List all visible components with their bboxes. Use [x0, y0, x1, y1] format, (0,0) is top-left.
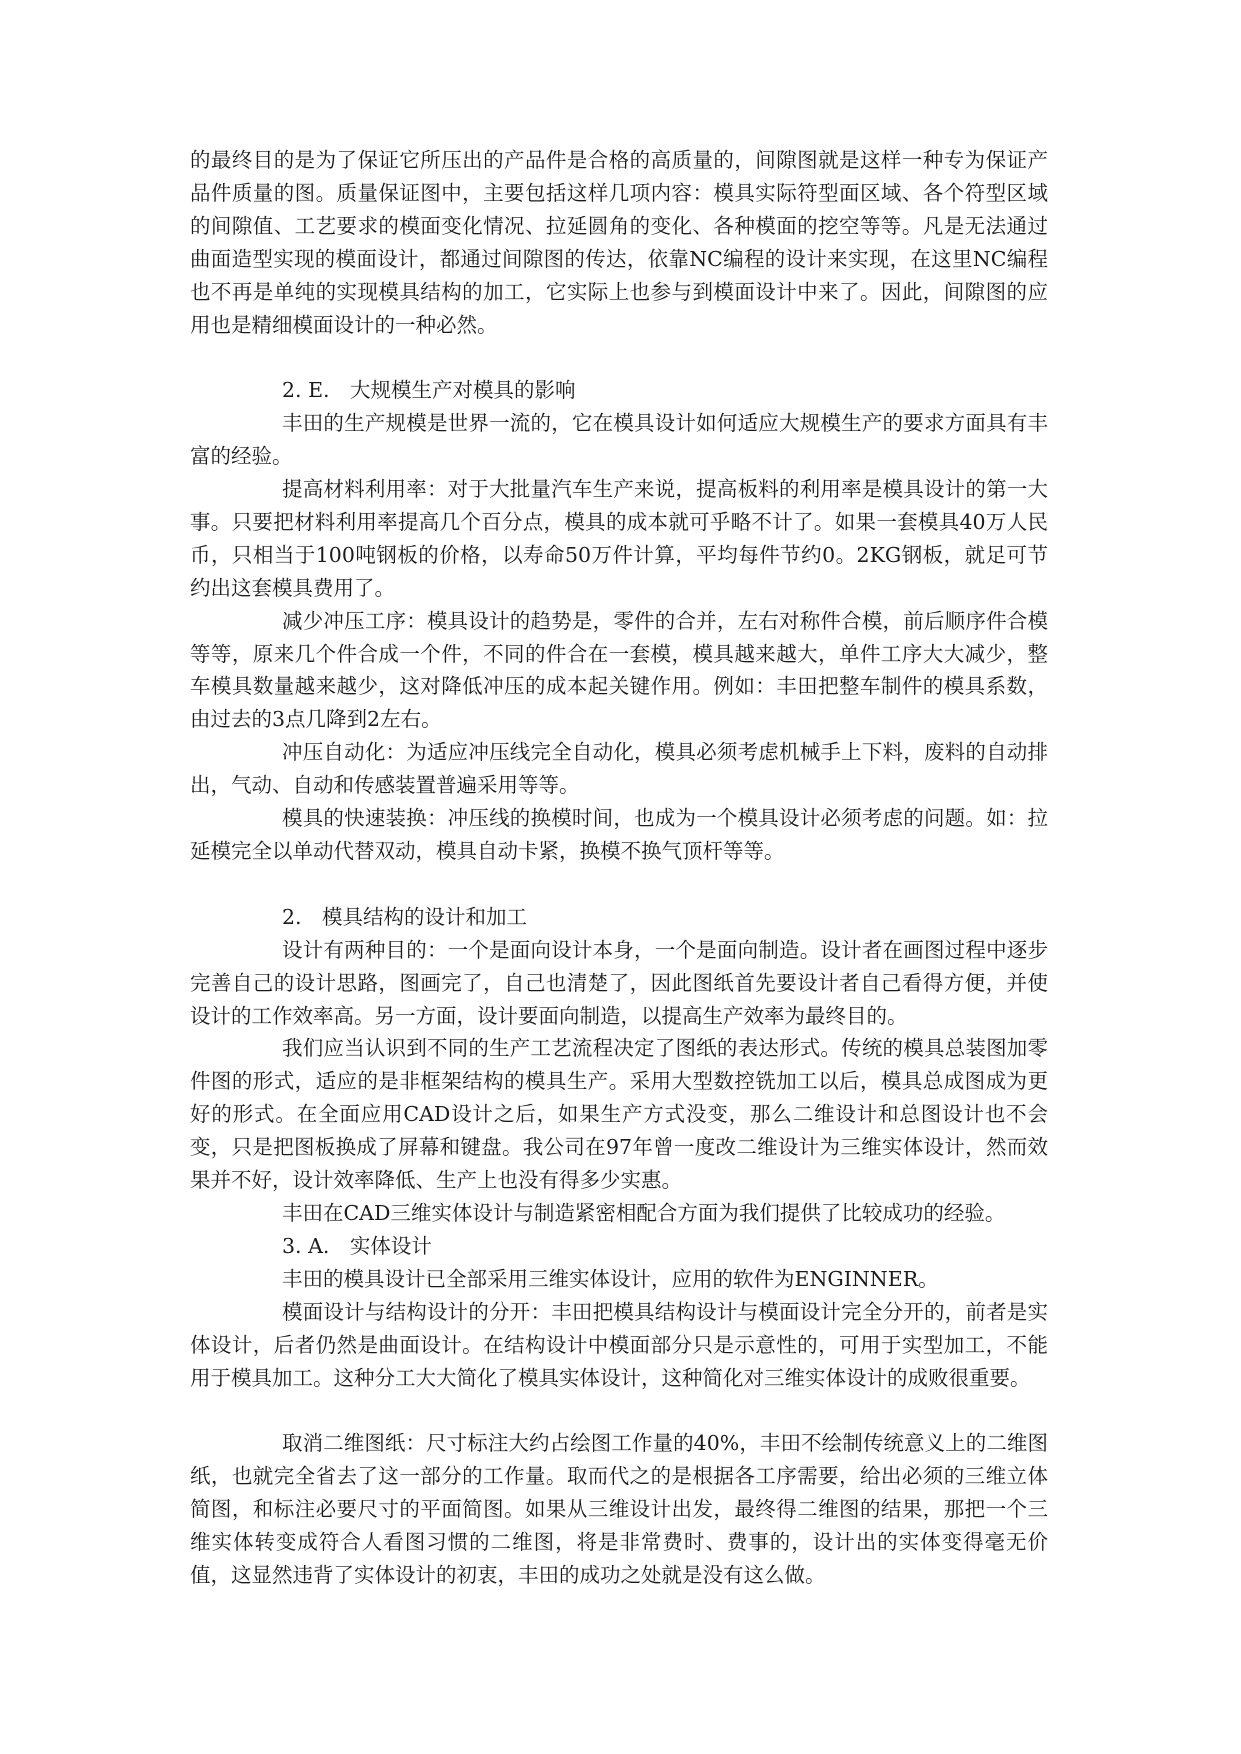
document-body: [190, 144, 1048, 1592]
section-heading: 2. 模具结构的设计和加工: [282, 904, 528, 929]
paragraph: 取消二维图纸：尺寸标注大约占绘图工作量的40%，丰田不绘制传统意义上的二维图纸，也就完全省去了这一部分的工作量。取而代之的是根据各工序需要，给出必须的三维立体简图，和标注必要尺寸的平面简图。如果从三维设计出发，最终得二维图的结果，那把一个三维实体转变成符合人看图习惯的二维图，将是非常费时、费事的，设计出的实体变得毫无价值，这显然违背了实体设计的初衷，丰田的成功之处就是没有这么做。: [190, 1431, 1048, 1587]
paragraph: 模具的快速装换：冲压线的换模时间，也成为一个模具设计必须考虑的问题。如：拉延模完全以单动代替双动，模具自动卡紧，换模不换气顶杆等等。: [190, 806, 1048, 864]
paragraph: 丰田在CAD三维实体设计与制造紧密相配合方面为我们提供了比较成功的经验。: [282, 1200, 1006, 1225]
paragraph: 丰田的模具设计已全部采用三维实体设计，应用的软件为ENGINNER。: [282, 1266, 939, 1291]
paragraph-gap: [190, 868, 1048, 901]
paragraph-gap: [190, 341, 1048, 374]
paragraph: 模面设计与结构设计的分开：丰田把模具结构设计与模面设计完全分开的，前者是实体设计，后者仍然是曲面设计。在结构设计中模面部分只是示意性的，可用于实型加工，不能用于模具加工。这种分工大大简化了模具实体设计，这种简化对三维实体设计的成败很重要。: [190, 1299, 1048, 1390]
section-heading: 3. A. 实体设计: [282, 1233, 432, 1258]
paragraph: 提高材料利用率：对于大批量汽车生产来说，提高板料的利用率是模具设计的第一大事。只要把材料利用率提高几个百分点，模具的成本就可乎略不计了。如果一套模具40万人民币，只相当于100吨钢板的价格，以寿命50万件计算，平均每件节约0。2KG钢板，就足可节约出这套模具费用了。: [190, 477, 1048, 600]
paragraph-gap: [190, 1394, 1048, 1427]
section-heading: 2. E. 大规模生产对模具的影响: [282, 378, 576, 403]
paragraph: 冲压自动化：为适应冲压线完全自动化，模具必须考虑机械手上下料，废料的自动排出，气动、自动和传感装置普遍采用等等。: [190, 740, 1048, 798]
paragraph: 减少冲压工序：模具设计的趋势是，零件的合并，左右对称件合模，前后顺序件合模等等，原来几个件合成一个件，不同的件合在一套模，模具越来越大，单件工序大大减少，整车模具数量越来越少，这对降低冲压的成本起关键作用。例如：丰田把整车制件的模具系数，由过去的3点几降到2左右。: [190, 608, 1048, 732]
paragraph: 我们应当认识到不同的生产工艺流程决定了图纸的表达形式。传统的模具总装图加零件图的形式，适应的是非框架结构的模具生产。采用大型数控铣加工以后，模具总成图成为更好的形式。在全面应用CAD设计之后，如果生产方式没变，那么二维设计和总图设计也不会变，只是把图板换成了屏幕和键盘。我公司在97年曾一度改二维设计为三维实体设计，然而效果并不好，设计效率降低、生产上也没有得多少实惠。: [190, 1036, 1048, 1193]
paragraph: 的最终目的是为了保证它所压出的产品件是合格的高质量的，间隙图就是这样一种专为保证产品件质量的图。质量保证图中，主要包括这样几项内容：模具实际符型面区域、各个符型区域的间隙值、工艺要求的模面变化情况、拉延圆角的变化、各种模面的挖空等等。凡是无法通过曲面造型实现的模面设计，都通过间隙图的传达，依靠NC编程的设计来实现，在这里NC编程也不再是单纯的实现模具结构的加工，它实际上也参与到模面设计中来了。因此，间隙图的应用也是精细模面设计的一种必然。: [190, 148, 1048, 337]
paragraph: 丰田的生产规模是世界一流的，它在模具设计如何适应大规模生产的要求方面具有丰富的经验。: [190, 411, 1048, 469]
paragraph: 设计有两种目的：一个是面向设计本身，一个是面向制造。设计者在画图过程中逐步完善自己的设计思路，图画完了，自己也清楚了，因此图纸首先要设计者自己看得方便，并使设计的工作效率高。另一方面，设计要面向制造，以提高生产效率为最终目的。: [190, 937, 1048, 1028]
